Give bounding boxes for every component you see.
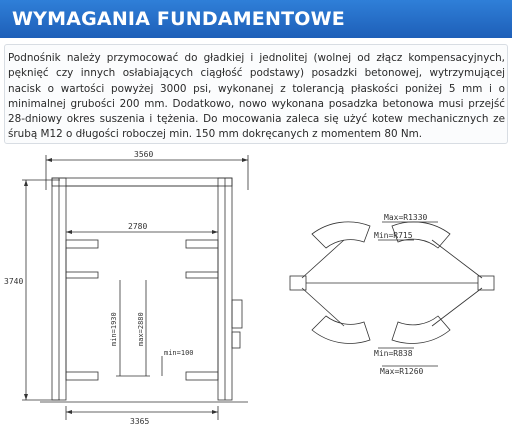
inner-width-label: 2780 [128, 222, 148, 231]
min-height-label: min=1930 [110, 312, 118, 346]
base-width-label: 3365 [130, 417, 150, 426]
height-label: 3740 [4, 277, 24, 286]
section-header [0, 0, 512, 38]
requirements-paragraph: Podnośnik należy przymocować do gładkiej i jednolitej (wolnej od złącz kompensacyjnych, pęknięć czy innych osłabiających ciągłość podstawy) posadzki betonowej, wytrzymującej nacisk o wartości powyżej 3000 psi, wykonanej z tolerancją płaskości poniżej 5 mm i o minimalnej grubości 200 mm. Dodatkowo, nowo wykonana posadzka betonowa musi przejść 28-dniowy okres suszenia i tężenia. Do mocowania zaleca się użyć kotew mechanicznych ze śrubą M12 o długości roboczej min. 150 mm dokręcanych z momentem 80 Nm. [8, 52, 505, 141]
front-view-diagram [0, 150, 260, 426]
max-height-label: max=2880 [137, 312, 145, 346]
max-radius-lower-label: Max=R1260 [380, 367, 424, 376]
section-title: WYMAGANIA FUNDAMENTOWE [12, 8, 345, 30]
min-lift-label: min=100 [164, 349, 194, 357]
overall-width-label: 3560 [134, 150, 154, 159]
min-radius-lower-label: Min=R838 [374, 349, 413, 358]
min-radius-upper-label: Min=R715 [374, 231, 413, 240]
max-radius-upper-label: Max=R1330 [384, 213, 428, 222]
top-view-diagram [282, 200, 512, 380]
